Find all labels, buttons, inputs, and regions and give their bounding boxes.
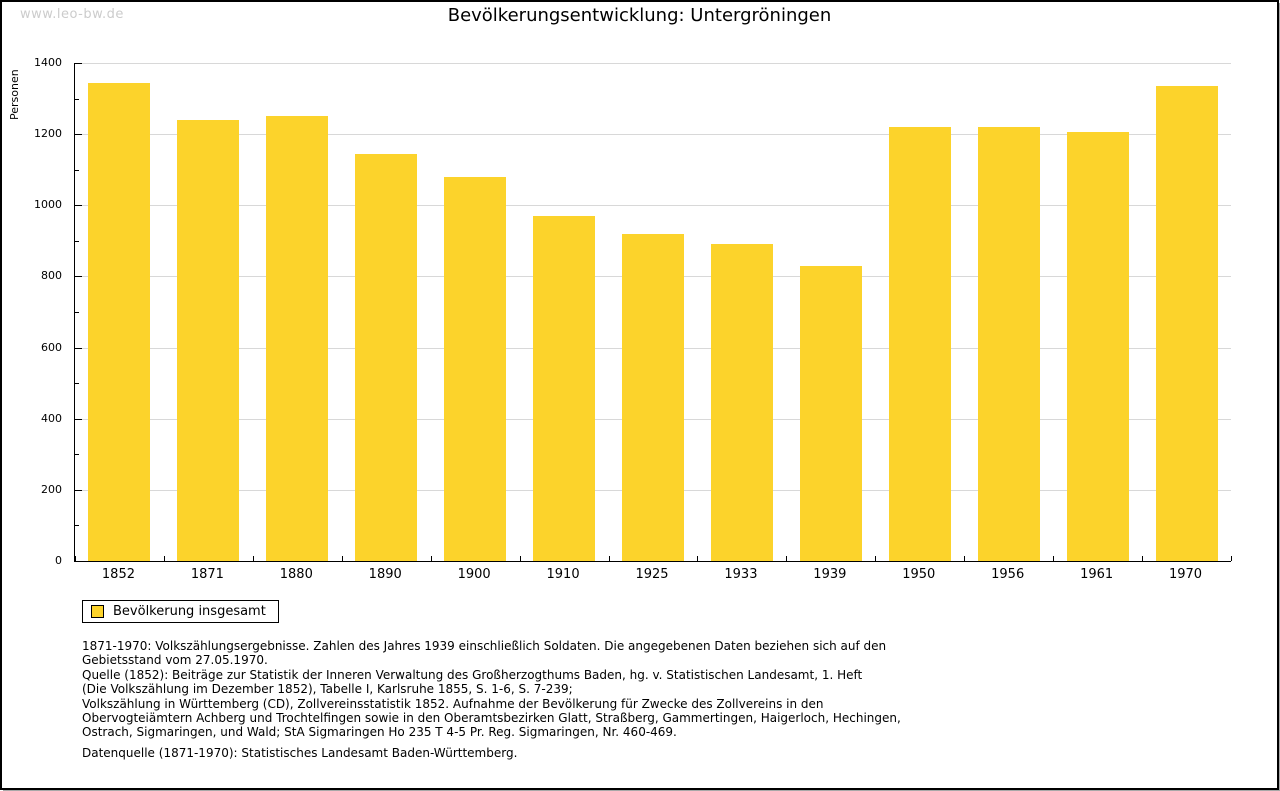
x-tick-label-1961: 1961 [1080,567,1114,582]
gridline-1000 [75,205,1231,206]
y-minor-tick-300 [75,454,79,455]
x-tick-label-1925: 1925 [635,567,669,582]
y-major-tick-1000 [75,205,82,206]
y-major-tick-1400 [75,63,82,64]
x-boundary-tick-7 [697,556,698,561]
gridline-1400 [75,63,1231,64]
footnote-line-3: Quelle (1852): Beiträge zur Statistik der Inneren Verwaltung des Großherzogthums Baden, hg. v. Statistischen Landesamt, 1. Heft [82,667,863,682]
bar-1925 [622,234,684,561]
footnote-line-7: Ostrach, Sigmaringen, und Wald; StA Sigmaringen Ho 235 T 4-5 Pr. Reg. Sigmaringen, Nr. 460-469. [82,725,677,740]
y-major-tick-200 [75,490,82,491]
x-boundary-tick-10 [964,556,965,561]
bar-1939 [800,266,862,561]
plot-area [74,63,1231,562]
y-tick-label-200: 200 [41,482,62,496]
y-tick-label-1200: 1200 [34,127,62,141]
footnote-line-4: (Die Volkszählung im Dezember 1852), Tabelle I, Karlsruhe 1855, S. 1-6, S. 7-239; [82,682,573,697]
y-tick-label-400: 400 [41,411,62,425]
x-boundary-tick-9 [875,556,876,561]
bar-1961 [1067,132,1129,561]
y-tick-label-800: 800 [41,269,62,283]
y-axis-label: Personen [8,69,21,120]
bar-1970 [1156,86,1218,561]
legend [82,600,279,623]
footnote-line-6: Obervogteiämtern Achberg und Trochtelfingen sowie in den Oberamtsbezirken Glatt, Straßberg, Gammertingen, Haigerloch, Hechingen, [82,711,901,726]
y-major-tick-800 [75,276,82,277]
footnote-line-5: Volkszählung in Württemberg (CD), Zollvereinsstatistik 1852. Aufnahme der Bevölkerung für Zwecke des Zollvereins in den [82,696,824,711]
bar-1933 [711,244,773,561]
x-boundary-tick-1 [164,556,165,561]
y-minor-tick-500 [75,383,79,384]
y-tick-label-0: 0 [55,554,62,567]
x-axis-tick-labels [74,567,1230,583]
x-boundary-tick-0 [75,556,76,561]
watermark: www.leo-bw.de [20,7,124,22]
bar-1852 [88,83,150,561]
datasource-note: Datenquelle (1871-1970): Statistisches Landesamt Baden-Württemberg. [82,746,518,760]
x-tick-label-1956: 1956 [991,567,1025,582]
x-boundary-tick-4 [431,556,432,561]
y-minor-tick-700 [75,312,79,313]
bar-1880 [266,116,328,561]
x-boundary-tick-3 [342,556,343,561]
x-boundary-tick-6 [609,556,610,561]
y-axis-tick-labels [2,56,66,567]
x-tick-label-1950: 1950 [902,567,936,582]
footnote-line-2: Gebietsstand vom 27.05.1970. [82,653,268,668]
y-major-tick-600 [75,348,82,349]
legend-swatch-icon [91,605,104,618]
y-tick-label-600: 600 [41,340,62,354]
footnote-line-1: 1871-1970: Volkszählungsergebnisse. Zahlen des Jahres 1939 einschließlich Soldaten. Die angegebenen Daten beziehen sich auf den [82,639,887,653]
footnotes [82,639,901,740]
x-boundary-tick-2 [253,556,254,561]
y-major-tick-1200 [75,134,82,135]
x-tick-label-1970: 1970 [1168,567,1203,582]
x-boundary-tick-8 [786,556,787,561]
x-tick-label-1900: 1900 [457,567,491,582]
y-minor-tick-1300 [75,99,79,100]
page-title: Bevölkerungsentwicklung: Untergröningen [447,5,832,26]
y-minor-tick-1100 [75,170,79,171]
bar-1950 [889,127,951,561]
bar-1871 [177,120,239,561]
x-tick-label-1890: 1890 [368,567,402,582]
y-tick-label-1000: 1000 [34,198,62,212]
bar-1910 [533,216,595,561]
x-tick-label-1880: 1880 [279,567,313,582]
x-boundary-tick-12 [1142,556,1143,561]
gridline-1200 [75,134,1231,135]
bar-1900 [444,177,506,561]
x-boundary-tick-11 [1053,556,1054,561]
legend-label: Bevölkerung insgesamt [113,604,266,619]
y-minor-tick-900 [75,241,79,242]
x-tick-label-1939: 1939 [813,567,847,582]
bar-1956 [978,127,1040,561]
bar-1890 [355,154,417,561]
x-tick-label-1933: 1933 [724,567,758,582]
x-boundary-tick-5 [520,556,521,561]
y-major-tick-400 [75,419,82,420]
x-tick-label-1871: 1871 [190,567,224,582]
x-tick-label-1852: 1852 [101,567,135,582]
x-tick-label-1910: 1910 [546,567,580,582]
x-boundary-tick-13 [1231,556,1232,561]
y-tick-label-1400: 1400 [34,56,62,69]
y-minor-tick-100 [75,525,79,526]
